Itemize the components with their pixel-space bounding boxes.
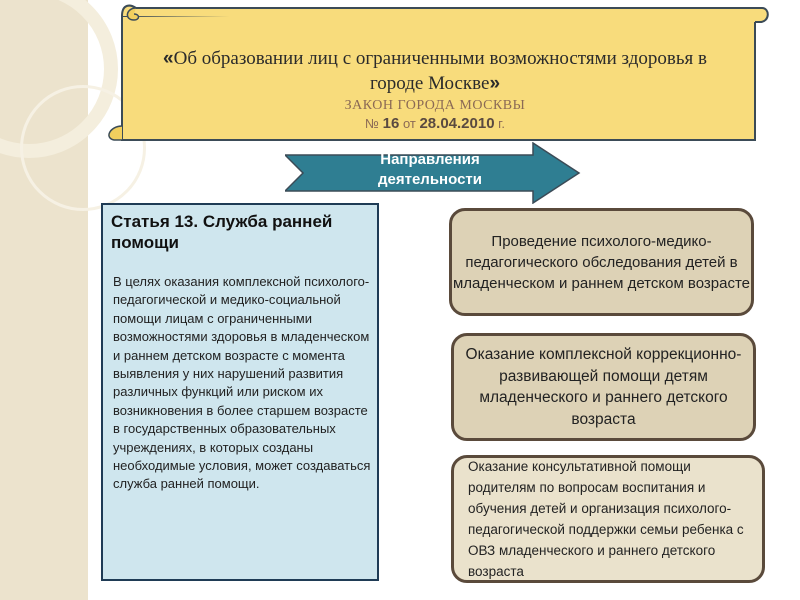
direction-text: Проведение психолого-медико-педагогического обследования детей в младенческом и раннем детском возрасте	[452, 232, 751, 292]
direction-box-consultation	[451, 455, 765, 583]
article-body: В целях оказания комплексной психолого-педагогической и медико-социальной помощи лицам с ограниченными возможностями здоровья в младенческом и раннем детском возрасте с момента выявления у них нарушений развития различных функций или риском их возникновения в более старшем возрасте в государственных образовательных учреждениях, в которых созданы необходимые условия, может создаваться служба ранней помощи.	[113, 274, 371, 492]
law-number: 16	[382, 115, 400, 132]
law-title	[135, 46, 735, 96]
quote-close: »	[489, 73, 501, 94]
direction-box-correction	[451, 333, 756, 441]
direction-text: Оказание консультативной помощи родителям по вопросам воспитания и обучения детей и организация психолого-педагогической поддержки семьи ребенка с ОВЗ младенческого и раннего детского возраста	[468, 459, 744, 579]
number-sign: №	[365, 116, 379, 131]
arrow-label: Направления деятельности	[378, 151, 482, 188]
law-title-text: Об образовании лиц с ограниченными возможностями здоровья в городе Москве	[173, 48, 707, 94]
banner-text	[135, 46, 735, 132]
law-number-date	[135, 115, 735, 132]
year-suffix: г.	[498, 116, 505, 131]
article-box	[101, 203, 379, 581]
direction-text: Оказание комплексной коррекционно-развивающей помощи детям младенческого и раннего детского возраста	[465, 346, 742, 428]
law-date: 28.04.2010	[419, 115, 495, 132]
article-title: Статья 13. Служба ранней помощи	[111, 212, 333, 252]
law-type: ЗАКОН ГОРОДА МОСКВЫ	[344, 98, 526, 113]
quote-open: «	[163, 48, 174, 69]
direction-box-examination	[449, 208, 754, 316]
from-word: от	[402, 116, 416, 131]
